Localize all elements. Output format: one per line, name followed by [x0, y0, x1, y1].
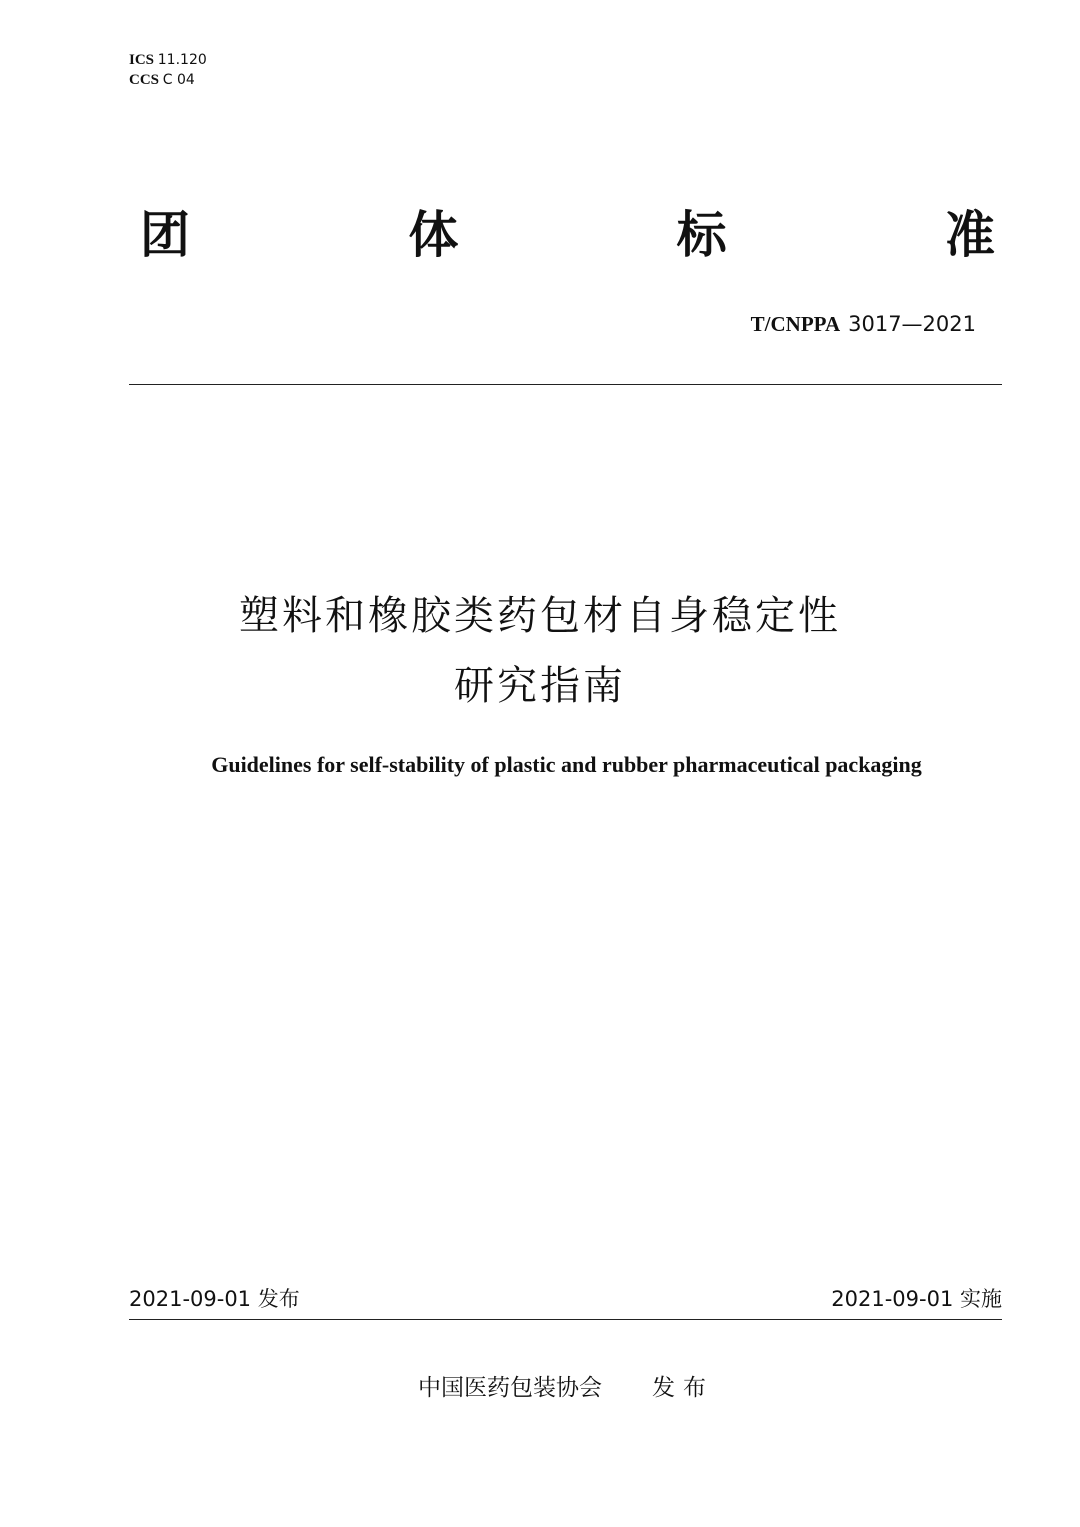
heading-char-1: 团 [140, 206, 190, 264]
standard-year-number: 3017—2021 [848, 312, 976, 336]
ccs-label: CCS [129, 72, 160, 88]
ccs-line [129, 70, 207, 90]
heading-char-4: 准 [944, 206, 995, 264]
release-date: 2021-09-01 发布 [129, 1287, 300, 1311]
standard-number [751, 310, 976, 338]
publisher-label: 发布 [652, 1375, 714, 1401]
classification-codes [129, 50, 207, 90]
title-cn-line2: 研究指南 [454, 663, 626, 709]
ics-value: 11.120 [157, 52, 207, 68]
ics-line [129, 50, 207, 70]
standard-type-heading [140, 205, 995, 265]
ccs-value: C 04 [162, 72, 195, 88]
title-cn-line1: 塑料和橡胶类药包材自身稳定性 [239, 593, 841, 639]
publisher-organization: 中国医药包装协会 [418, 1375, 602, 1401]
publisher-line [0, 1372, 1080, 1404]
heading-char-2: 体 [408, 206, 459, 264]
ics-label: ICS [129, 52, 155, 68]
heading-char-3: 标 [676, 206, 727, 264]
implementation-date: 2021-09-01 实施 [831, 1287, 1002, 1311]
title-en: Guidelines for self-stability of plastic and rubber pharmaceutical packaging [211, 752, 922, 777]
top-divider [129, 384, 1002, 385]
standard-code: T/CNPPA [750, 312, 841, 336]
bottom-divider [129, 1319, 1002, 1320]
